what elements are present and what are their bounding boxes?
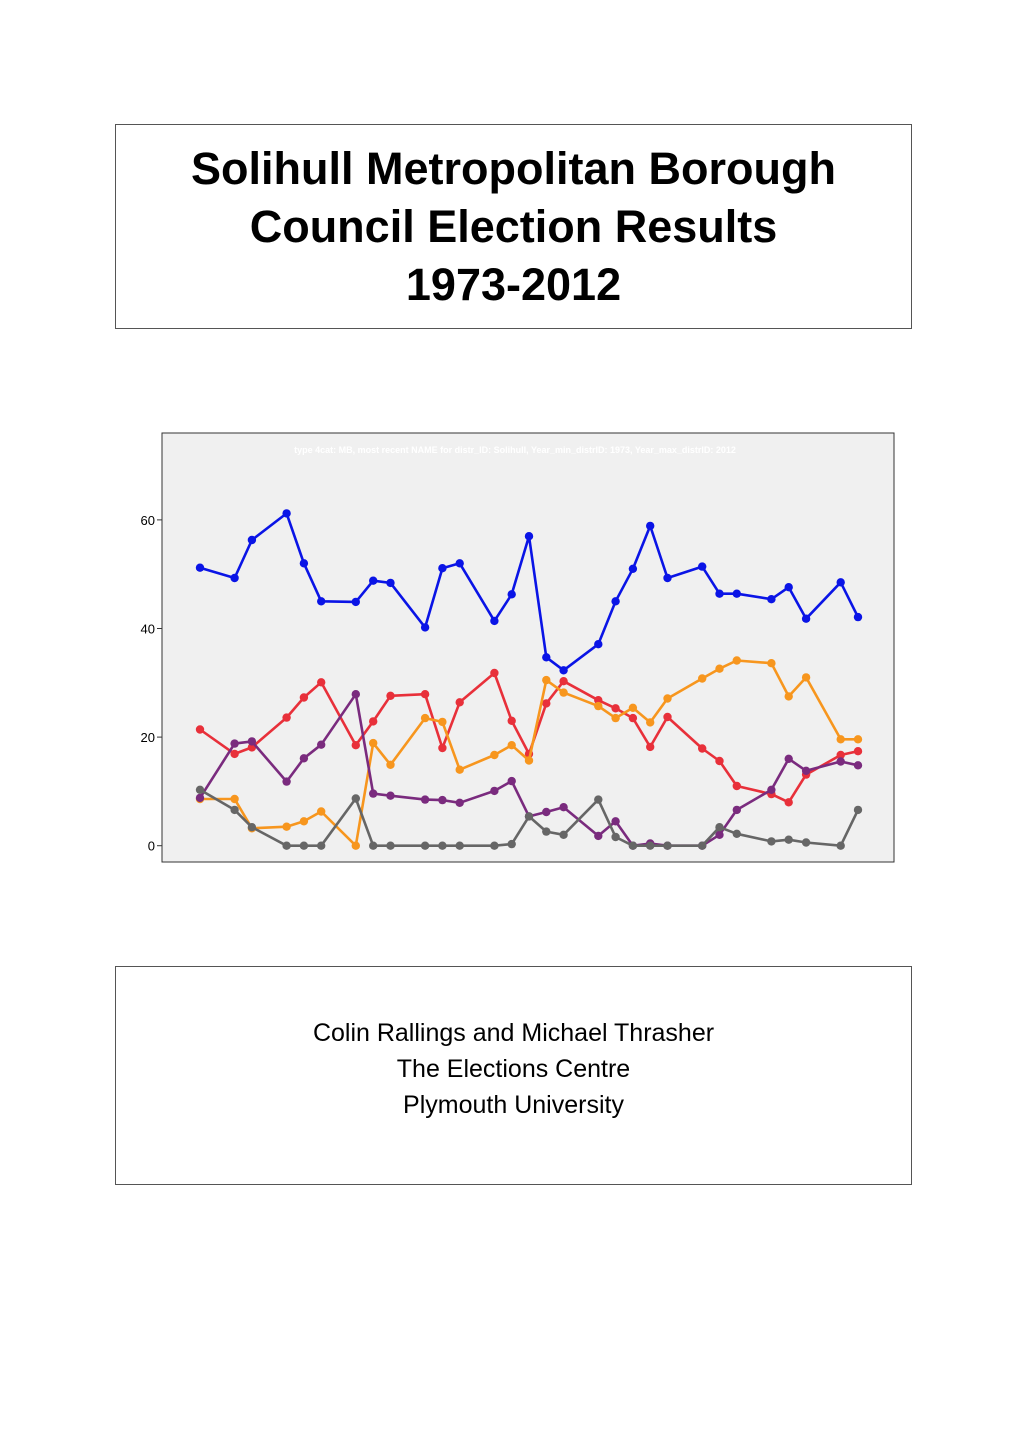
- data-point: [559, 688, 567, 696]
- plot-area: [162, 433, 894, 862]
- data-point: [785, 755, 793, 763]
- title-line-1: Solihull Metropolitan Borough: [191, 142, 836, 194]
- data-point: [386, 692, 394, 700]
- data-point: [490, 669, 498, 677]
- data-point: [196, 786, 204, 794]
- data-point: [300, 693, 308, 701]
- data-point: [248, 737, 256, 745]
- data-point: [456, 698, 464, 706]
- data-point: [559, 803, 567, 811]
- data-point: [715, 823, 723, 831]
- data-point: [802, 615, 810, 623]
- data-point: [490, 842, 498, 850]
- data-point: [230, 795, 238, 803]
- data-point: [352, 794, 360, 802]
- data-point: [456, 842, 464, 850]
- title-box: [115, 124, 912, 329]
- data-point: [698, 842, 706, 850]
- data-point: [352, 690, 360, 698]
- data-point: [352, 741, 360, 749]
- data-point: [837, 757, 845, 765]
- data-point: [369, 789, 377, 797]
- data-point: [715, 590, 723, 598]
- data-point: [542, 653, 550, 661]
- data-point: [508, 590, 516, 598]
- data-point: [629, 714, 637, 722]
- data-point: [490, 617, 498, 625]
- data-point: [663, 574, 671, 582]
- data-point: [196, 725, 204, 733]
- data-point: [698, 674, 706, 682]
- data-point: [230, 750, 238, 758]
- data-point: [629, 704, 637, 712]
- data-point: [456, 559, 464, 567]
- data-point: [559, 677, 567, 685]
- data-point: [300, 754, 308, 762]
- data-point: [646, 522, 654, 530]
- data-point: [542, 827, 550, 835]
- data-point: [854, 735, 862, 743]
- data-point: [802, 767, 810, 775]
- data-point: [854, 806, 862, 814]
- data-point: [456, 799, 464, 807]
- data-point: [629, 842, 637, 850]
- data-point: [525, 812, 533, 820]
- data-point: [352, 598, 360, 606]
- chart: [100, 425, 920, 875]
- data-point: [767, 786, 775, 794]
- data-point: [611, 833, 619, 841]
- data-point: [438, 718, 446, 726]
- data-point: [767, 659, 775, 667]
- data-point: [542, 699, 550, 707]
- data-point: [611, 597, 619, 605]
- data-point: [837, 842, 845, 850]
- data-point: [594, 640, 602, 648]
- data-point: [438, 796, 446, 804]
- data-point: [698, 744, 706, 752]
- data-point: [508, 777, 516, 785]
- y-tick-label: 0: [147, 838, 155, 854]
- data-point: [767, 595, 775, 603]
- data-point: [733, 656, 741, 664]
- y-tick-label: 40: [140, 621, 155, 637]
- data-point: [438, 842, 446, 850]
- data-point: [421, 842, 429, 850]
- data-point: [490, 751, 498, 759]
- data-point: [785, 798, 793, 806]
- data-point: [663, 713, 671, 721]
- data-point: [629, 565, 637, 573]
- data-point: [611, 714, 619, 722]
- data-point: [646, 842, 654, 850]
- data-point: [785, 692, 793, 700]
- data-point: [369, 842, 377, 850]
- data-point: [490, 787, 498, 795]
- y-tick-label: 20: [140, 730, 155, 746]
- data-point: [317, 842, 325, 850]
- data-point: [317, 597, 325, 605]
- data-point: [733, 590, 741, 598]
- data-point: [282, 509, 290, 517]
- data-point: [317, 678, 325, 686]
- data-point: [369, 739, 377, 747]
- data-point: [733, 782, 741, 790]
- data-point: [282, 842, 290, 850]
- data-point: [559, 831, 567, 839]
- data-point: [508, 741, 516, 749]
- data-point: [594, 702, 602, 710]
- data-point: [785, 583, 793, 591]
- data-point: [386, 761, 394, 769]
- data-point: [317, 807, 325, 815]
- data-point: [715, 665, 723, 673]
- data-point: [802, 673, 810, 681]
- data-point: [282, 777, 290, 785]
- data-point: [698, 562, 706, 570]
- y-tick-label: 60: [140, 512, 155, 528]
- data-point: [386, 579, 394, 587]
- institution-name: Plymouth University: [403, 1091, 624, 1119]
- data-point: [300, 559, 308, 567]
- data-point: [421, 795, 429, 803]
- data-point: [733, 806, 741, 814]
- data-point: [837, 578, 845, 586]
- title-line-2: Council Election Results: [249, 200, 778, 252]
- title-line-3: 1973-2012: [405, 258, 622, 310]
- data-point: [456, 766, 464, 774]
- data-point: [646, 718, 654, 726]
- data-point: [282, 823, 290, 831]
- data-point: [300, 817, 308, 825]
- data-point: [525, 756, 533, 764]
- data-point: [542, 676, 550, 684]
- centre-name: The Elections Centre: [396, 1055, 631, 1083]
- data-point: [559, 666, 567, 674]
- data-point: [611, 704, 619, 712]
- y-axis: [141, 513, 162, 854]
- data-point: [230, 574, 238, 582]
- data-point: [594, 832, 602, 840]
- data-point: [508, 840, 516, 848]
- data-point: [421, 690, 429, 698]
- data-point: [317, 741, 325, 749]
- authors: Colin Rallings and Michael Thrasher: [312, 1019, 715, 1047]
- data-point: [438, 564, 446, 572]
- data-point: [386, 792, 394, 800]
- data-point: [386, 842, 394, 850]
- chart-subtitle: type 4cat: MB, most recent NAME for distr_ID: Solihull, Year_min_distrID: 1973, Year_max_distrID: 2012: [294, 445, 736, 455]
- data-point: [611, 817, 619, 825]
- data-point: [837, 735, 845, 743]
- data-point: [352, 842, 360, 850]
- data-point: [854, 613, 862, 621]
- data-point: [438, 744, 446, 752]
- data-point: [230, 806, 238, 814]
- data-point: [854, 761, 862, 769]
- data-point: [854, 747, 862, 755]
- credits-box: [115, 966, 912, 1185]
- data-point: [421, 714, 429, 722]
- data-point: [542, 808, 550, 816]
- data-point: [196, 794, 204, 802]
- data-point: [715, 757, 723, 765]
- data-point: [248, 536, 256, 544]
- data-point: [785, 836, 793, 844]
- chart-svg: [100, 425, 920, 875]
- data-point: [282, 713, 290, 721]
- data-point: [248, 823, 256, 831]
- data-point: [508, 717, 516, 725]
- data-point: [663, 842, 671, 850]
- data-point: [525, 532, 533, 540]
- data-point: [733, 830, 741, 838]
- data-point: [594, 795, 602, 803]
- data-point: [196, 564, 204, 572]
- data-point: [802, 838, 810, 846]
- data-point: [369, 717, 377, 725]
- data-point: [421, 623, 429, 631]
- data-point: [230, 739, 238, 747]
- data-point: [369, 577, 377, 585]
- data-point: [300, 842, 308, 850]
- data-point: [646, 743, 654, 751]
- data-point: [663, 694, 671, 702]
- data-point: [767, 837, 775, 845]
